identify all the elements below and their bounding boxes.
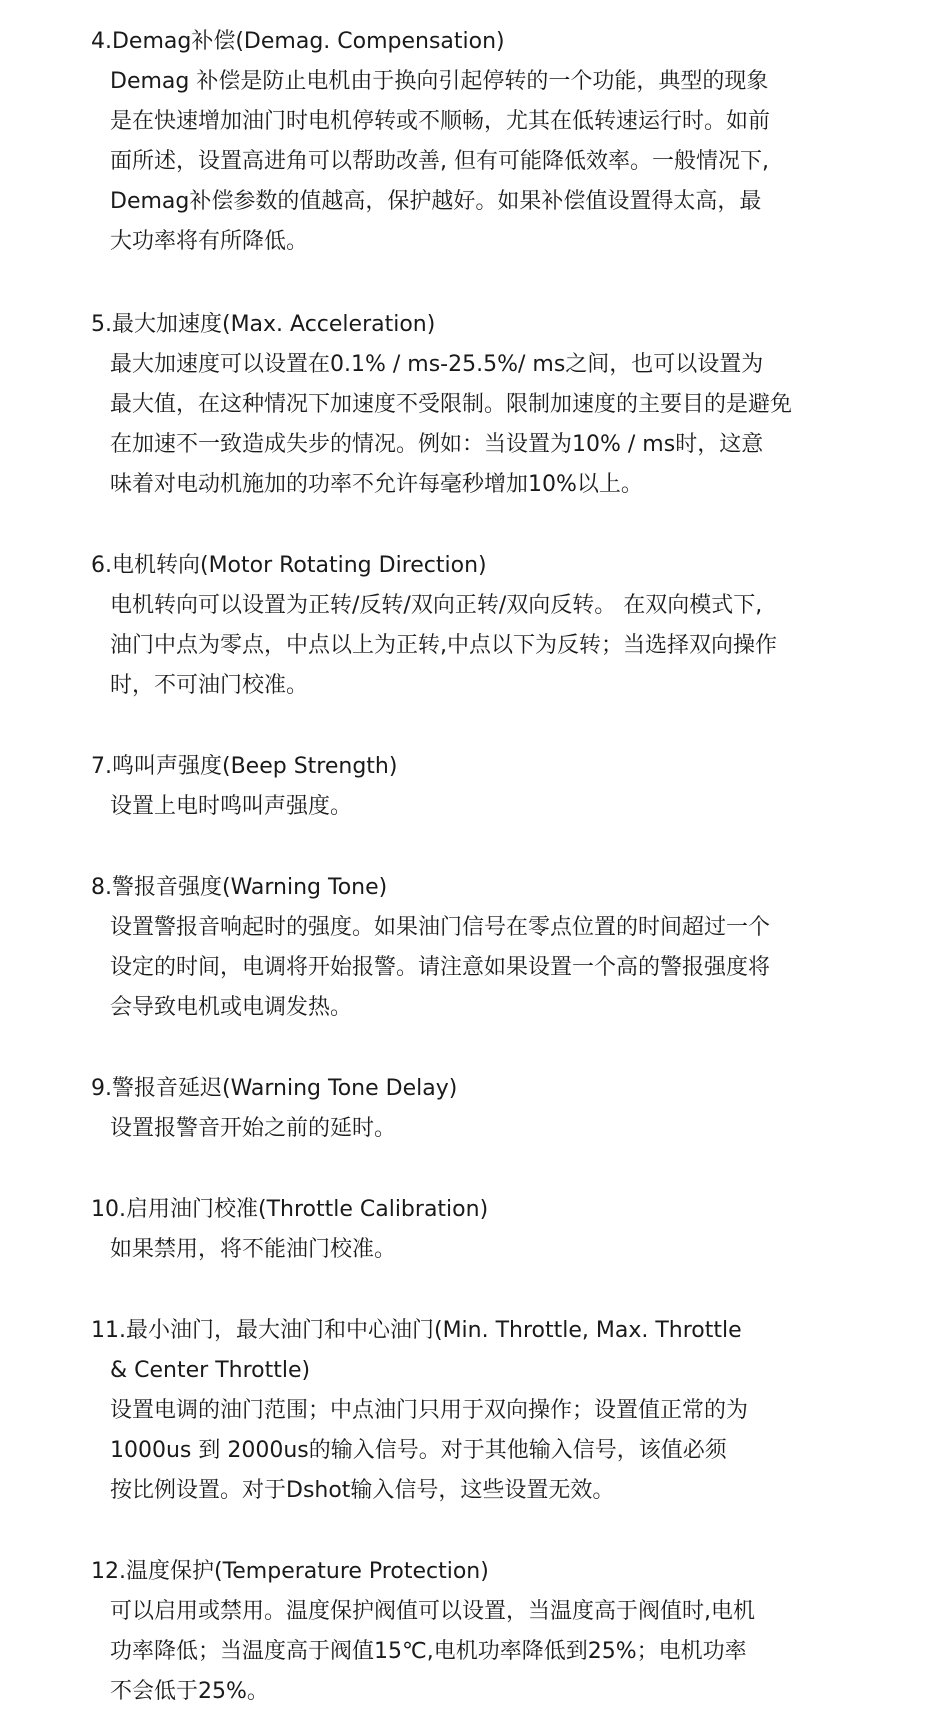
paragraph-line: 不会低于25%。	[110, 1679, 269, 1704]
section-heading: 7.鸣叫声强度(Beep Strength)	[91, 754, 398, 779]
paragraph-line: 可以启用或禁用。温度保护阀值可以设置，当温度高于阀值时,电机	[110, 1599, 755, 1624]
paragraph-line: 设置报警音开始之前的延时。	[110, 1116, 397, 1141]
paragraph-line: Demag 补偿是防止电机由于换向引起停转的一个功能，典型的现象	[110, 69, 769, 94]
paragraph-line: 面所述，设置高进角可以帮助改善, 但有可能降低效率。一般情况下,	[110, 149, 769, 174]
section-heading: 5.最大加速度(Max. Acceleration)	[91, 312, 436, 337]
paragraph-line: 是在快速增加油门时电机停转或不顺畅，尤其在低转速运行时。如前	[110, 109, 771, 134]
paragraph-line: 设置电调的油门范围；中点油门只用于双向操作；设置值正常的为	[110, 1398, 749, 1423]
paragraph-line: 最大值，在这种情况下加速度不受限制。限制加速度的主要目的是避免	[110, 392, 793, 417]
section-heading-continuation: & Center Throttle)	[110, 1358, 311, 1383]
paragraph-line: 味着对电动机施加的功率不允许每毫秒增加10%以上。	[110, 472, 643, 497]
paragraph-line: 设置警报音响起时的强度。如果油门信号在零点位置的时间超过一个	[110, 915, 771, 940]
paragraph-line: Demag补偿参数的值越高，保护越好。如果补偿值设置得太高，最	[110, 189, 762, 214]
paragraph-line: 设定的时间，电调将开始报警。请注意如果设置一个高的警报强度将	[110, 955, 771, 980]
section-heading: 6.电机转向(Motor Rotating Direction)	[91, 553, 487, 578]
paragraph-line: 1000us 到 2000us的输入信号。对于其他输入信号，该值必须	[110, 1438, 727, 1463]
paragraph-line: 在加速不一致造成失步的情况。例如：当设置为10% / ms时，这意	[110, 432, 764, 457]
section-heading: 8.警报音强度(Warning Tone)	[91, 875, 388, 900]
paragraph-line: 电机转向可以设置为正转/反转/双向正转/双向反转。 在双向模式下,	[110, 593, 763, 618]
paragraph-line: 油门中点为零点，中点以上为正转,中点以下为反转；当选择双向操作	[110, 633, 777, 658]
paragraph-line: 设置上电时鸣叫声强度。	[110, 794, 353, 819]
paragraph-line: 时，不可油门校准。	[110, 673, 309, 698]
section-heading: 11.最小油门，最大油门和中心油门(Min. Throttle, Max. Throttle	[91, 1318, 742, 1343]
paragraph-line: 功率降低；当温度高于阀值15℃,电机功率降低到25%；电机功率	[110, 1639, 747, 1664]
section-heading: 9.警报音延迟(Warning Tone Delay)	[91, 1076, 458, 1101]
paragraph-line: 按比例设置。对于Dshot输入信号，这些设置无效。	[110, 1478, 615, 1503]
section-heading: 4.Demag补偿(Demag. Compensation)	[91, 29, 505, 54]
paragraph-line: 最大加速度可以设置在0.1% / ms-25.5%/ ms之间，也可以设置为	[110, 352, 764, 377]
paragraph-line: 会导致电机或电调发热。	[110, 995, 353, 1020]
paragraph-line: 如果禁用，将不能油门校准。	[110, 1237, 397, 1262]
section-heading: 10.启用油门校准(Throttle Calibration)	[91, 1197, 489, 1222]
paragraph-line: 大功率将有所降低。	[110, 229, 309, 254]
section-heading: 12.温度保护(Temperature Protection)	[91, 1559, 489, 1584]
